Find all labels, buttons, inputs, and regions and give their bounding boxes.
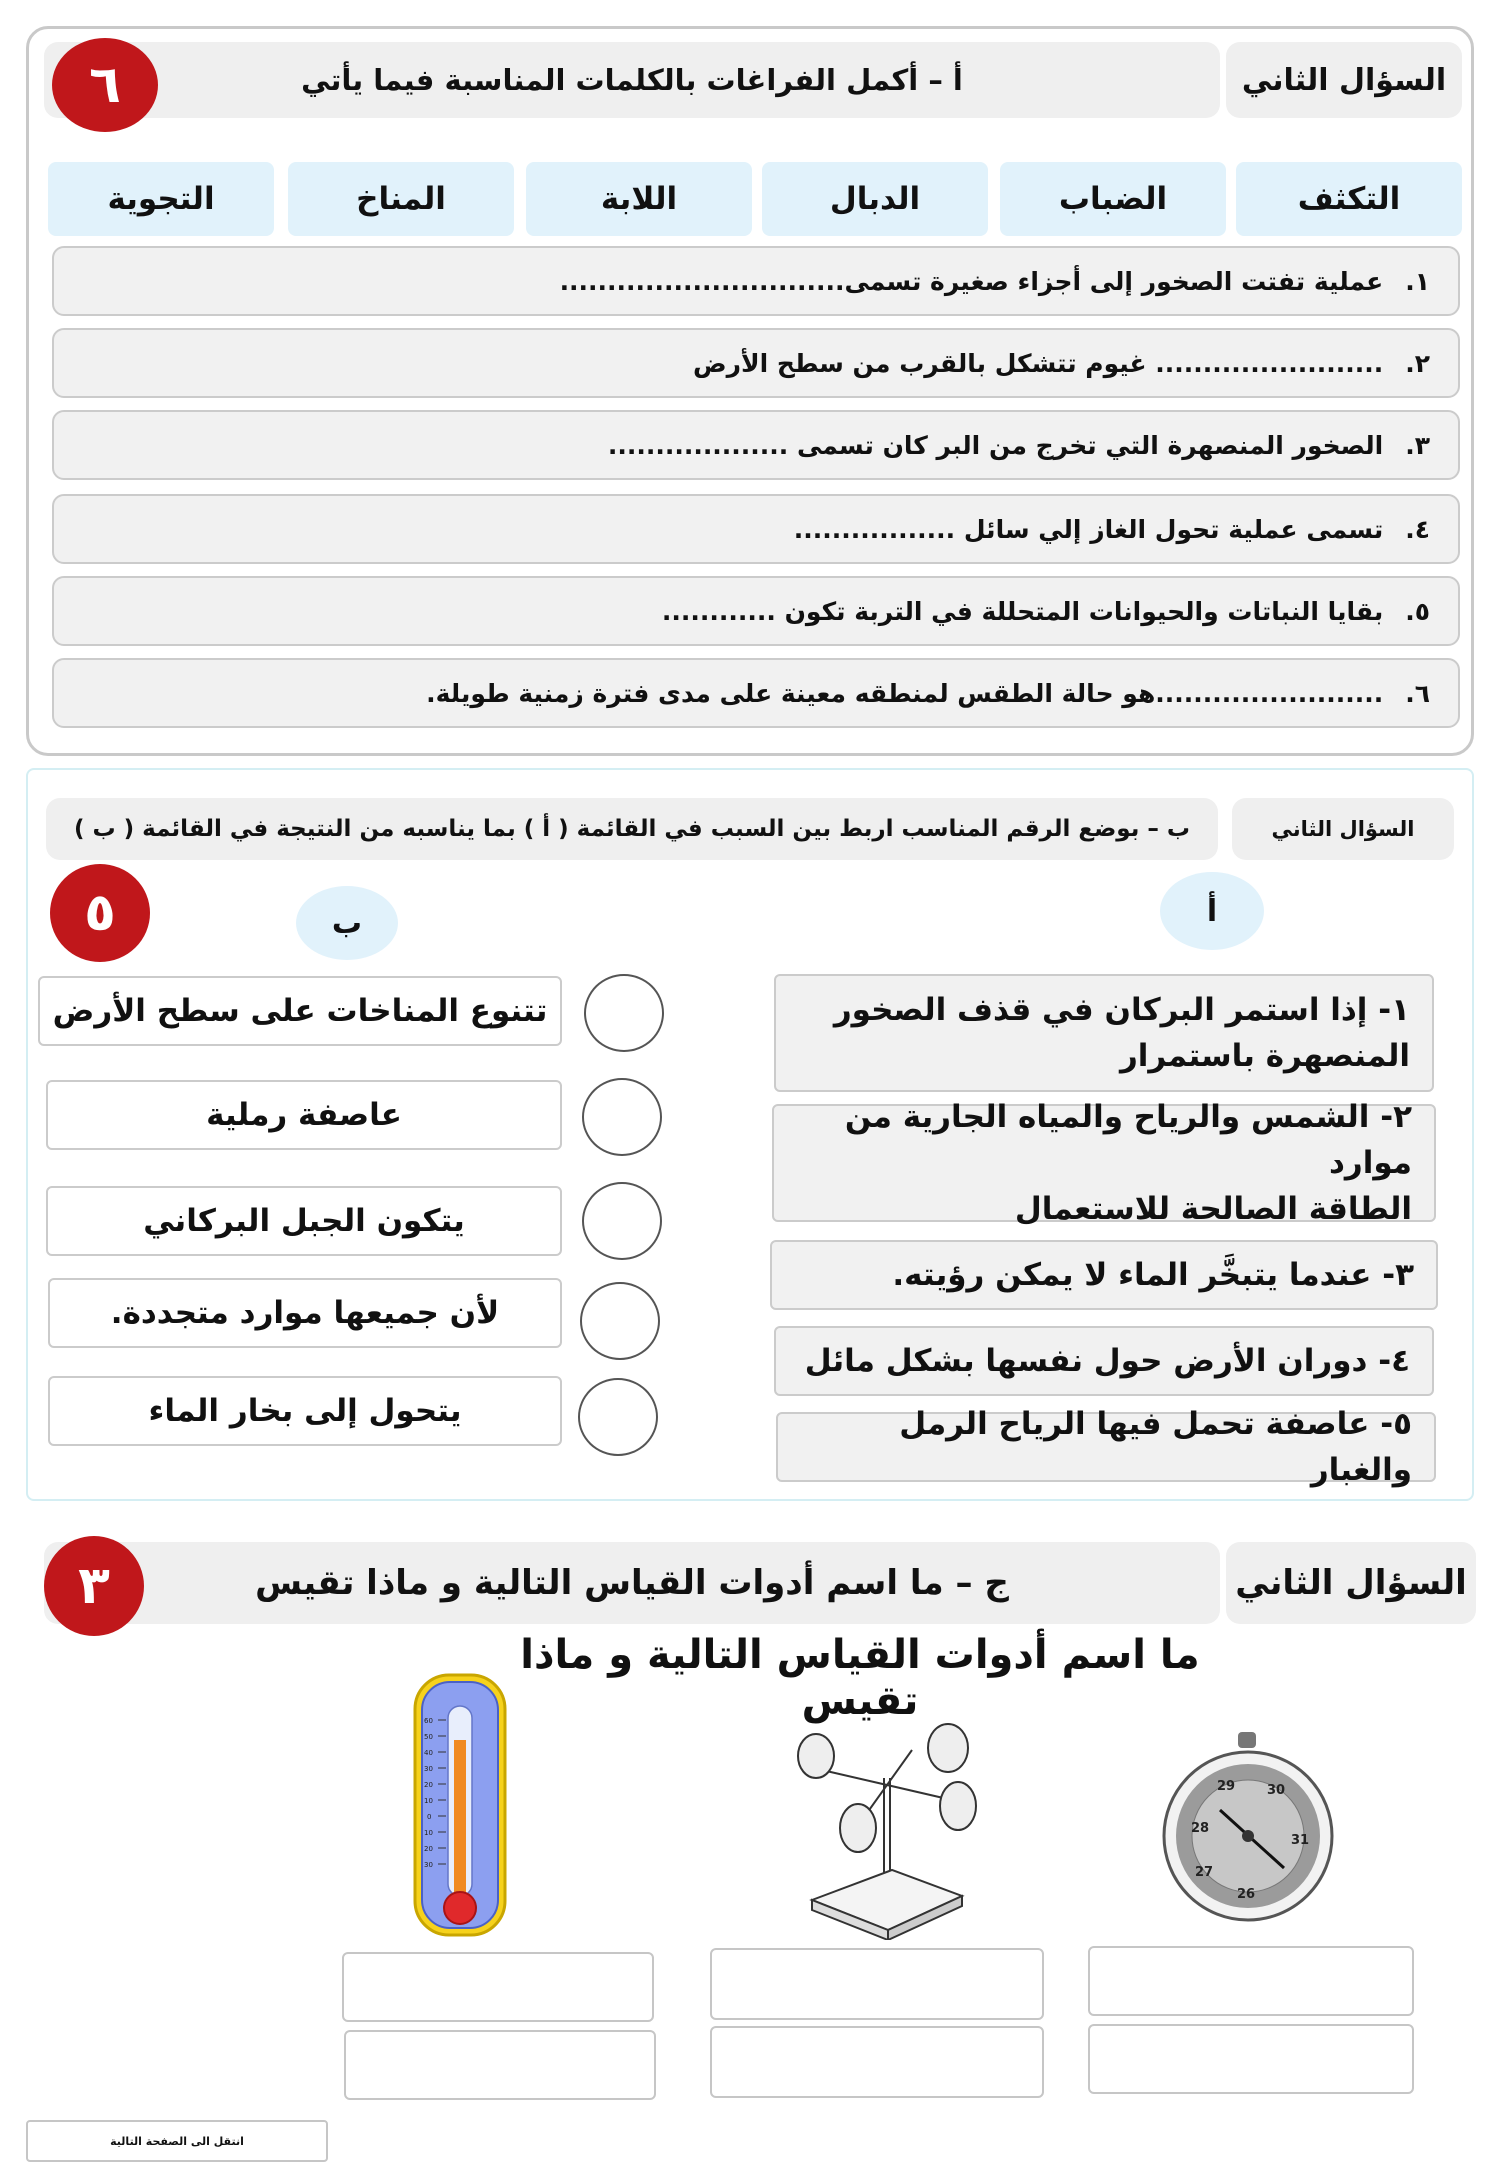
cause-item — [770, 1240, 1438, 1310]
next-page-button[interactable]: انتقل الى الصفحة التالية — [26, 2120, 328, 2162]
instrument-purpose-answer[interactable] — [344, 2030, 656, 2100]
column-a-label: أ — [1160, 872, 1264, 950]
thermometer-scale-label: 60 — [424, 1717, 433, 1725]
thermometer-icon — [410, 1670, 510, 1940]
section-c-subtitle: ما اسم أدوات القياس التالية و ماذا تقيس — [520, 1632, 1200, 1724]
cause-item — [772, 1099, 1436, 1227]
word-bank-item: الدبال — [762, 162, 988, 236]
instrument-purpose-answer[interactable] — [1088, 2024, 1414, 2094]
sentence-text: الصخور المنصهرة التي تخرج من البر كان تسمى ................... — [607, 430, 1384, 460]
result-item: تتنوع المناخات على سطح الأرض — [38, 976, 562, 1046]
section-a-question-label: السؤال الثاني — [1226, 42, 1462, 118]
instrument-purpose-answer[interactable] — [710, 2026, 1044, 2098]
cause-text: ١- إذا استمر البركان في قذف الصخور — [833, 992, 1410, 1028]
sentence-number: ٣. — [1405, 430, 1430, 460]
cause-item — [776, 1406, 1436, 1488]
thermometer-scale-label: 0 — [427, 1813, 432, 1821]
answer-circle[interactable] — [580, 1282, 660, 1360]
barometer-dial-label: 28 — [1190, 1821, 1210, 1836]
barometer-icon — [1160, 1732, 1336, 1922]
sentence-number: ٤. — [1405, 514, 1430, 544]
result-item: عاصفة رملية — [46, 1080, 562, 1150]
blank-sentence — [52, 246, 1460, 316]
cause-text: ٤- دوران الأرض حول نفسها بشكل مائل — [804, 1343, 1410, 1379]
thermometer-scale-label: 20 — [424, 1845, 433, 1853]
word-bank-item: التكثف — [1236, 162, 1462, 236]
blank-sentence — [52, 494, 1460, 564]
sentence-text: ........................ غيوم تتشكل بالقرب من سطح الأرض — [692, 348, 1384, 378]
blank-sentence — [52, 576, 1460, 646]
cause-text: ٢- الشمس والرياح والمياه الجارية من موارد — [844, 1099, 1412, 1181]
word-bank-item: المناخ — [288, 162, 514, 236]
cause-text: المنصهرة باستمرار — [1119, 1038, 1410, 1074]
blank-sentence — [52, 410, 1460, 480]
word-bank-item: الضباب — [1000, 162, 1226, 236]
barometer-dial-label: 30 — [1266, 1783, 1286, 1798]
thermometer-scale-label: 30 — [424, 1765, 433, 1773]
result-item: يتكون الجبل البركاني — [46, 1186, 562, 1256]
word-bank-item: اللابة — [526, 162, 752, 236]
answer-circle[interactable] — [584, 974, 664, 1052]
section-c-instruction: ج – ما اسم أدوات القياس التالية و ماذا تقيس — [44, 1542, 1220, 1624]
thermometer-scale-label: 30 — [424, 1861, 433, 1869]
sentence-number: ١. — [1405, 266, 1430, 296]
cause-item — [774, 1326, 1434, 1396]
barometer-dial-label: 26 — [1236, 1887, 1256, 1902]
thermometer-scale-label: 50 — [424, 1733, 433, 1741]
blank-sentence — [52, 658, 1460, 728]
section-b-question-label: السؤال الثاني — [1232, 798, 1454, 860]
answer-circle[interactable] — [582, 1078, 662, 1156]
thermometer-scale-label: 20 — [424, 1781, 433, 1789]
barometer-dial-label: 31 — [1290, 1833, 1310, 1848]
sentence-text: بقايا النباتات والحيوانات المتحللة في التربة تكون ............ — [661, 596, 1384, 626]
sentence-text: عملية تفتت الصخور إلى أجزاء صغيرة تسمى.............................. — [559, 266, 1384, 296]
cause-item — [774, 974, 1434, 1092]
section-c-question-label: السؤال الثاني — [1226, 1542, 1476, 1624]
instrument-name-answer[interactable] — [342, 1952, 654, 2022]
section-a-score-badge: ٦ — [52, 38, 158, 132]
anemometer-icon — [792, 1720, 982, 1940]
sentence-number: ٢. — [1405, 348, 1430, 378]
blank-sentence — [52, 328, 1460, 398]
answer-circle[interactable] — [582, 1182, 662, 1260]
cause-text: ٣- عندما يتبخَّر الماء لا يمكن رؤيته. — [892, 1257, 1414, 1293]
word-bank-item: التجوية — [48, 162, 274, 236]
thermometer-scale-label: 10 — [424, 1829, 433, 1837]
column-b-label: ب — [296, 886, 398, 960]
section-b-instruction: ب – بوضع الرقم المناسب اربط بين السبب في القائمة ( أ ) بما يناسبه من النتيجة في القائمة ( ب ) — [46, 798, 1218, 860]
sentence-text: ........................هو حالة الطقس لمنطقه معينة على مدى فترة زمنية طويلة. — [426, 678, 1384, 708]
instrument-name-answer[interactable] — [710, 1948, 1044, 2020]
thermometer-scale-label: 40 — [424, 1749, 433, 1757]
barometer-dial-label: 27 — [1194, 1865, 1214, 1880]
result-item: لأن جميعها موارد متجددة. — [48, 1278, 562, 1348]
section-a-instruction: أ – أكمل الفراغات بالكلمات المناسبة فيما يأتي — [44, 42, 1220, 118]
section-c-score-badge: ٣ — [44, 1536, 144, 1636]
answer-circle[interactable] — [578, 1378, 658, 1456]
result-item: يتحول إلى بخار الماء — [48, 1376, 562, 1446]
sentence-number: ٦. — [1405, 678, 1430, 708]
barometer-dial-label: 29 — [1216, 1779, 1236, 1794]
sentence-number: ٥. — [1405, 596, 1430, 626]
instrument-name-answer[interactable] — [1088, 1946, 1414, 2016]
sentence-text: تسمى عملية تحول الغاز إلي سائل ................. — [793, 514, 1384, 544]
section-b-score-badge: ٥ — [50, 864, 150, 962]
thermometer-scale-label: 10 — [424, 1797, 433, 1805]
cause-text: الطاقة الصالحة للاستعمال — [1014, 1191, 1412, 1227]
cause-text: ٥- عاصفة تحمل فيها الرياح الرمل والغبار — [899, 1406, 1412, 1488]
